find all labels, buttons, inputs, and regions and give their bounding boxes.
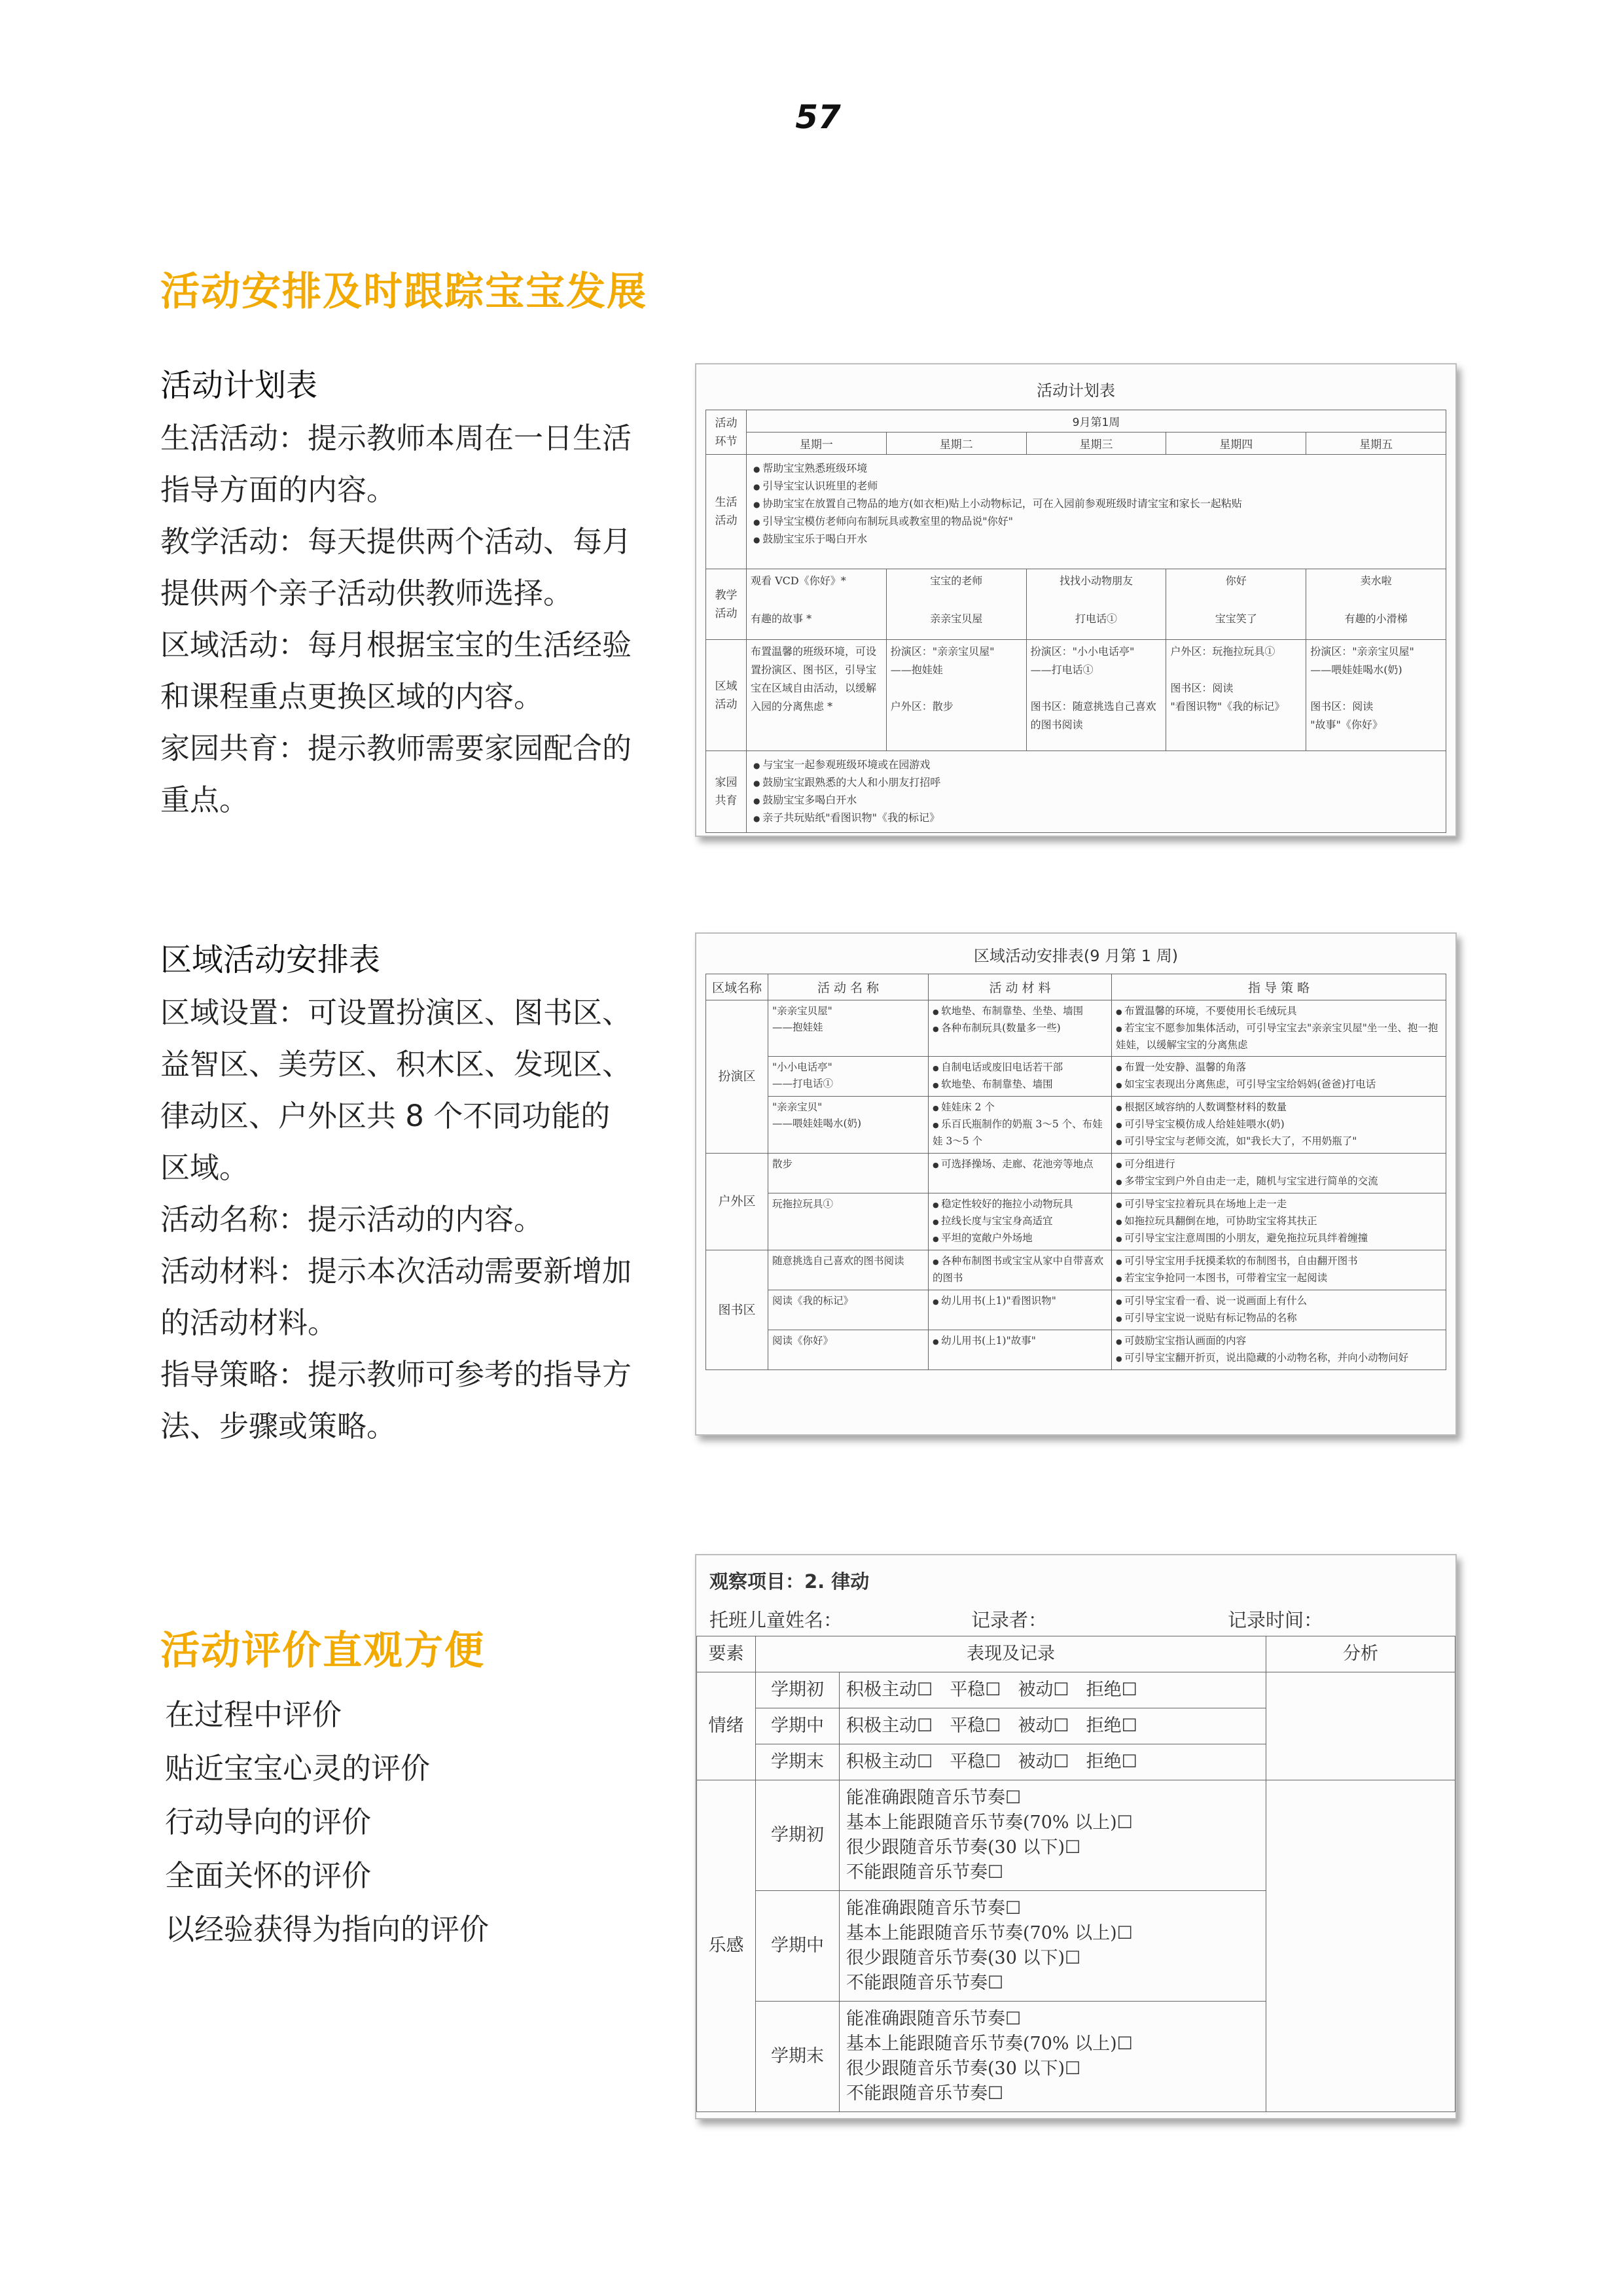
plan-life-label: 生活活动: [706, 455, 747, 569]
cell-line: 布置温馨的班级环境，可设置扮演区、图书区，引导宝宝在区域自由活动，以缓解入园的分离焦虑 *: [751, 645, 877, 713]
area-activity: [768, 1154, 929, 1193]
area-activity: [768, 1000, 929, 1057]
recorder-label: 记录者：: [971, 1609, 1048, 1631]
cell-line: 随意挑选自己喜欢的图书阅读: [772, 1255, 904, 1267]
plan-home-item: ● 鼓励宝宝多喝白开水: [753, 792, 1439, 809]
cell-line: 宝宝笑了: [1215, 612, 1257, 625]
option-checkbox[interactable]: 积极主动☐: [846, 1752, 933, 1772]
plan-home-item: ● 鼓励宝宝跟熟悉的大人和小朋友打招呼: [753, 774, 1439, 792]
cell-line: ● 各种布制玩具(数量多一些): [933, 1020, 1107, 1037]
plan-life-items: [747, 455, 1446, 569]
plan-region-cell: [1166, 640, 1306, 751]
cell-line: ● 可选择操场、走廊、花池旁等地点: [933, 1156, 1107, 1173]
cell-line: ● 自制电话或废旧电话若干部: [933, 1059, 1107, 1076]
term-label: 学期中: [756, 1708, 840, 1744]
area-name: 扮演区: [706, 1000, 768, 1154]
music-label: 乐感: [697, 1780, 756, 2112]
cell-line: ● 可引导宝宝用手抚摸柔软的布制图书，自由翻开图书: [1116, 1253, 1442, 1270]
cell-line: ——打电话①: [772, 1078, 834, 1089]
plan-home-label: 家园共育: [706, 751, 747, 833]
cell-line: ● 可分组进行: [1116, 1156, 1442, 1173]
cell-line: ● 软地垫、布制靠垫、坐垫、墙围: [933, 1003, 1107, 1020]
plan-day: 星期一: [747, 433, 887, 455]
area-strategy: [1112, 1290, 1446, 1330]
evaluation-item: 贴近宝宝心灵的评价: [165, 1751, 431, 1786]
area-header: 指 导 策 略: [1112, 974, 1446, 1000]
term-label: 学期末: [756, 2002, 840, 2112]
cell-line: 打电话①: [1075, 612, 1117, 625]
plan-line: 重点。: [160, 783, 249, 817]
analysis-cell: [1266, 1780, 1455, 2112]
area-name: 户外区: [706, 1154, 768, 1250]
option-checkbox[interactable]: 能准确跟随音乐节奏☐: [846, 1788, 1022, 1808]
record-time-label: 记录时间：: [1228, 1609, 1323, 1631]
evaluation-item: 行动导向的评价: [165, 1805, 372, 1839]
area-strategy: [1112, 1193, 1446, 1250]
cell-line: ——抱娃娃: [890, 663, 943, 676]
evaluation-item: 在过程中评价: [165, 1697, 342, 1732]
area-activity: [768, 1193, 929, 1250]
music-options: [840, 1891, 1266, 2002]
area-description: [160, 987, 671, 1452]
obs-header: 要素: [697, 1636, 756, 1672]
cell-line: 图书区：阅读: [1170, 682, 1234, 694]
plan-day: 星期四: [1166, 433, 1306, 455]
plan-day: 星期二: [886, 433, 1026, 455]
cell-line: "小小电话亭": [772, 1061, 832, 1073]
area-activity: [768, 1330, 929, 1370]
plan-region-cell: [1306, 640, 1446, 751]
music-options: [840, 1780, 1266, 1891]
cell-line: ● 若宝宝争抢同一本图书，可带着宝宝一起阅读: [1116, 1270, 1442, 1287]
area-line: 区域设置：可设置扮演区、图书区、: [160, 995, 632, 1030]
area-table: [705, 974, 1446, 1370]
plan-table-caption: 活动计划表: [1037, 381, 1115, 400]
plan-region-label: 区域活动: [706, 640, 747, 751]
area-activity: [768, 1097, 929, 1154]
cell-line: ● 可引导宝宝拉着玩具在场地上走一走: [1116, 1196, 1442, 1213]
area-strategy: [1112, 1154, 1446, 1193]
plan-region-cell: [886, 640, 1026, 751]
plan-line: 教学活动：每天提供两个活动、每月: [160, 524, 632, 559]
area-materials: [929, 1250, 1112, 1290]
plan-subtitle: 活动计划表: [160, 367, 318, 404]
plan-line: 和课程重点更换区域的内容。: [160, 679, 544, 714]
cell-line: 找找小动物朋友: [1059, 574, 1133, 587]
emotion-options: [840, 1744, 1266, 1780]
evaluation-item: 以经验获得为指向的评价: [165, 1912, 490, 1947]
cell-line: ● 幼儿用书(上1)"看图识物": [933, 1293, 1107, 1310]
area-schedule-table-image: [695, 932, 1457, 1436]
observation-table-image: [695, 1554, 1457, 2119]
cell-line: 扮演区："亲亲宝贝屋": [890, 645, 995, 658]
cell-line: ● 幼儿用书(上1)"故事": [933, 1333, 1107, 1350]
cell-line: 户外区：玩拖拉玩具①: [1170, 645, 1275, 658]
area-header: 区域名称: [706, 974, 768, 1000]
cell-line: ——喂娃娃喝水(奶): [772, 1118, 862, 1129]
term-label: 学期中: [756, 1891, 840, 2002]
plan-line: 指导方面的内容。: [160, 472, 397, 507]
music-options: [840, 2002, 1266, 2112]
cell-line: 宝宝的老师: [930, 574, 983, 587]
option-checkbox[interactable]: 不能跟随音乐节奏☐: [846, 1862, 1004, 1882]
plan-teaching-cell: [1026, 569, 1166, 640]
plan-day: 星期三: [1026, 433, 1166, 455]
plan-region-cell: [747, 640, 887, 751]
plan-life-item: ● 引导宝宝认识班里的老师: [753, 478, 1439, 495]
area-line: 益智区、美劳区、积木区、发现区、: [160, 1047, 632, 1082]
option-checkbox[interactable]: 平稳☐: [950, 1680, 1001, 1700]
cell-line: "看图识物"《我的标记》: [1170, 700, 1285, 713]
emotion-label: 情绪: [697, 1672, 756, 1780]
option-checkbox[interactable]: 能准确跟随音乐节奏☐: [846, 2009, 1022, 2029]
plan-line: 生活活动：提示教师本周在一日生活: [160, 421, 632, 455]
option-checkbox[interactable]: 积极主动☐: [846, 1680, 933, 1700]
cell-line: ● 根据区域容纳的人数调整材料的数量: [1116, 1099, 1442, 1116]
cell-line: 图书区：随意挑选自己喜欢的图书阅读: [1030, 700, 1156, 731]
option-checkbox[interactable]: 积极主动☐: [846, 1716, 933, 1736]
observation-info-row: [696, 1600, 1455, 1636]
cell-line: 玩拖拉玩具①: [772, 1198, 834, 1210]
plan-teaching-cell: [1166, 569, 1306, 640]
plan-teaching-label: 教学活动: [706, 569, 747, 640]
area-strategy: [1112, 1330, 1446, 1370]
cell-line: 你好: [1225, 574, 1247, 587]
area-name: 图书区: [706, 1250, 768, 1370]
obs-header: 表现及记录: [756, 1636, 1266, 1672]
plan-line: 区域活动：每月根据宝宝的生活经验: [160, 627, 632, 662]
cell-line: "故事"《你好》: [1310, 718, 1383, 731]
cell-line: ——喂娃娃喝水(奶): [1310, 663, 1402, 676]
area-materials: [929, 1330, 1112, 1370]
cell-line: ● 可引导宝宝说一说贴有标记物品的名称: [1116, 1310, 1442, 1327]
cell-line: 卖水啦: [1360, 574, 1392, 587]
term-label: 学期初: [756, 1672, 840, 1708]
area-strategy: [1112, 1057, 1446, 1097]
option-checkbox[interactable]: 被动☐: [1018, 1680, 1069, 1700]
option-checkbox[interactable]: 不能跟随音乐节奏☐: [846, 2083, 1004, 2104]
area-line: 区域。: [160, 1150, 249, 1185]
option-checkbox[interactable]: 平稳☐: [950, 1716, 1001, 1736]
emotion-options: [840, 1708, 1266, 1744]
evaluation-item: 全面关怀的评价: [165, 1858, 372, 1893]
plan-home-item: ● 与宝宝一起参观班级环境或在园游戏: [753, 756, 1439, 774]
cell-line: 有趣的故事 *: [751, 612, 812, 625]
area-materials: [929, 1193, 1112, 1250]
option-checkbox[interactable]: 不能跟随音乐节奏☐: [846, 1973, 1004, 1993]
cell-line: ● 可引导宝宝看一看、说一说画面上有什么: [1116, 1293, 1442, 1310]
plan-week: 9月第1周: [747, 410, 1446, 433]
cell-line: ● 可引导宝宝与老师交流，如"我长大了，不用奶瓶了": [1116, 1133, 1442, 1150]
area-line: 活动名称：提示活动的内容。: [160, 1202, 544, 1237]
cell-line: 散步: [772, 1158, 793, 1170]
option-checkbox[interactable]: 拒绝☐: [1086, 1680, 1137, 1700]
cell-line: ● 各种布制图书或宝宝从家中自带喜欢的图书: [933, 1253, 1107, 1286]
term-label: 学期初: [756, 1780, 840, 1891]
cell-line: ● 娃娃床 2 个: [933, 1099, 1107, 1116]
area-strategy: [1112, 1097, 1446, 1154]
cell-line: ● 可引导宝宝模仿成人给娃娃喂水(奶): [1116, 1116, 1442, 1133]
area-materials: [929, 1154, 1112, 1193]
option-checkbox[interactable]: 基本上能跟随音乐节奏(70% 以上)☐: [846, 2034, 1133, 2054]
cell-line: ● 软地垫、布制靠垫、墙围: [933, 1076, 1107, 1093]
term-label: 学期末: [756, 1744, 840, 1780]
cell-line: ● 可引导宝宝翻开折页，说出隐藏的小动物名称，并向小动物问好: [1116, 1350, 1442, 1367]
cell-line: 亲亲宝贝屋: [930, 612, 983, 625]
cell-line: ● 多带宝宝到户外自由走一走，随机与宝宝进行简单的交流: [1116, 1173, 1442, 1190]
cell-line: ● 可鼓励宝宝指认画面的内容: [1116, 1333, 1442, 1350]
option-checkbox[interactable]: 拒绝☐: [1086, 1716, 1137, 1736]
option-checkbox[interactable]: 很少跟随音乐节奏(30 以下)☐: [846, 2058, 1081, 2079]
plan-description: [160, 412, 671, 826]
cell-line: ● 平坦的宽敞户外场地: [933, 1230, 1107, 1247]
plan-line: 提供两个亲子活动供教师选择。: [160, 576, 573, 610]
area-line: 法、步骤或策略。: [160, 1409, 397, 1443]
cell-line: ● 布置一处安静、温馨的角落: [1116, 1059, 1442, 1076]
plan-life-item: ● 协助宝宝在放置自己物品的地方(如衣柜)贴上小动物标记，可在入园前参观班级时请宝宝和家长一起粘贴: [753, 495, 1439, 513]
option-checkbox[interactable]: 基本上能跟随音乐节奏(70% 以上)☐: [846, 1812, 1133, 1833]
cell-line: 有趣的小滑梯: [1344, 612, 1408, 625]
cell-line: "亲亲宝贝屋": [772, 1005, 832, 1017]
observation-table: [696, 1636, 1455, 2112]
plan-region-cell: [1026, 640, 1166, 751]
option-checkbox[interactable]: 基本上能跟随音乐节奏(70% 以上)☐: [846, 1923, 1133, 1943]
cell-line: ——抱娃娃: [772, 1021, 823, 1033]
area-materials: [929, 1057, 1112, 1097]
plan-table: [705, 410, 1446, 833]
option-checkbox[interactable]: 很少跟随音乐节奏(30 以下)☐: [846, 1837, 1081, 1858]
cell-line: 阅读《我的标记》: [772, 1295, 854, 1307]
cell-line: "亲亲宝贝": [772, 1101, 823, 1113]
section-title-evaluation: 活动评价直观方便: [160, 1628, 485, 1674]
emotion-options: [840, 1672, 1266, 1708]
option-checkbox[interactable]: 被动☐: [1018, 1752, 1069, 1772]
page-number: 57: [795, 98, 841, 136]
plan-home-items: [747, 751, 1446, 833]
area-header: 活 动 名 称: [768, 974, 929, 1000]
cell-line: ● 乐百氏瓶制作的奶瓶 3～5 个、布娃娃 3～5 个: [933, 1116, 1107, 1150]
area-strategy: [1112, 1000, 1446, 1057]
area-subtitle: 区域活动安排表: [160, 942, 381, 978]
area-line: 活动材料：提示本次活动需要新增加: [160, 1254, 632, 1288]
area-header: 活 动 材 料: [929, 974, 1112, 1000]
plan-teaching-cell: [886, 569, 1026, 640]
plan-life-item: ● 帮助宝宝熟悉班级环境: [753, 460, 1439, 478]
plan-teaching-cell: [747, 569, 887, 640]
area-materials: [929, 1290, 1112, 1330]
cell-line: 阅读《你好》: [772, 1335, 834, 1347]
option-checkbox[interactable]: 平稳☐: [950, 1752, 1001, 1772]
area-materials: [929, 1000, 1112, 1057]
area-line: 律动区、户外区共 8 个不同功能的: [160, 1099, 611, 1133]
option-checkbox[interactable]: 拒绝☐: [1086, 1752, 1137, 1772]
cell-line: ● 如拖拉玩具翻倒在地，可协助宝宝将其扶正: [1116, 1213, 1442, 1230]
plan-home-item: ● 亲子共玩贴纸"看图识物"《我的标记》: [753, 809, 1439, 827]
cell-line: ● 拉线长度与宝宝身高适宜: [933, 1213, 1107, 1230]
plan-teaching-cell: [1306, 569, 1446, 640]
area-activity: [768, 1250, 929, 1290]
option-checkbox[interactable]: 被动☐: [1018, 1716, 1069, 1736]
cell-line: 观看 VCD《你好》*: [751, 574, 846, 587]
cell-line: 扮演区："亲亲宝贝屋": [1310, 645, 1414, 658]
area-strategy: [1112, 1250, 1446, 1290]
area-materials: [929, 1097, 1112, 1154]
option-checkbox[interactable]: 能准确跟随音乐节奏☐: [846, 1898, 1022, 1918]
cell-line: ● 如宝宝表现出分离焦虑，可引导宝宝给妈妈(爸爸)打电话: [1116, 1076, 1442, 1093]
area-activity: [768, 1057, 929, 1097]
section-title-activity: 活动安排及时跟踪宝宝发展: [160, 269, 647, 315]
child-name-label: 托班儿童姓名：: [709, 1609, 843, 1631]
cell-line: 扮演区："小小电话亭": [1030, 645, 1135, 658]
observation-project: 观察项目：2. 律动: [709, 1570, 870, 1593]
plan-life-item: ● 鼓励宝宝乐于喝白开水: [753, 531, 1439, 548]
cell-line: ● 可引导宝宝注意周围的小朋友，避免拖拉玩具绊着缠撞: [1116, 1230, 1442, 1247]
area-line: 指导策略：提示教师可参考的指导方: [160, 1357, 632, 1392]
plan-corner-cell: 活动环节: [706, 410, 747, 455]
obs-header: 分析: [1266, 1636, 1455, 1672]
cell-line: ——打电话①: [1030, 663, 1094, 676]
activity-plan-table-image: [695, 363, 1457, 837]
cell-line: ● 若宝宝不愿参加集体活动，可引导宝宝去"亲亲宝贝屋"坐一坐、抱一抱娃娃，以缓解宝宝的分离焦虑: [1116, 1020, 1442, 1053]
option-checkbox[interactable]: 很少跟随音乐节奏(30 以下)☐: [846, 1948, 1081, 1968]
plan-day: 星期五: [1306, 433, 1446, 455]
cell-line: 图书区：阅读: [1310, 700, 1374, 713]
evaluation-list: [165, 1688, 662, 1956]
plan-life-item: ● 引导宝宝模仿老师向布制玩具或教室里的物品说"你好": [753, 513, 1439, 531]
analysis-cell: [1266, 1672, 1455, 1780]
cell-line: ● 稳定性较好的拖拉小动物玩具: [933, 1196, 1107, 1213]
plan-line: 家园共育：提示教师需要家园配合的: [160, 731, 632, 766]
area-line: 的活动材料。: [160, 1305, 338, 1340]
area-table-caption: 区域活动安排表(9 月第 1 周): [973, 947, 1179, 965]
area-activity: [768, 1290, 929, 1330]
cell-line: ● 布置温馨的环境，不要使用长毛绒玩具: [1116, 1003, 1442, 1020]
cell-line: 户外区：散步: [890, 700, 954, 713]
